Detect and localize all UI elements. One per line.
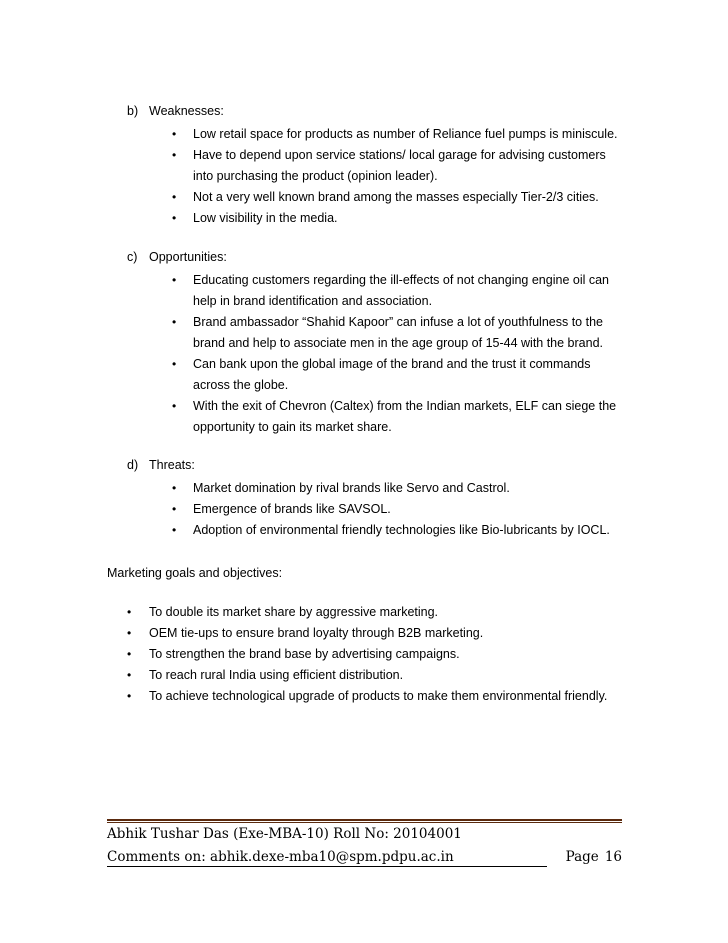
list-item-text: Educating customers regarding the ill-effects of not changing engine oil can help in brand identification and association. <box>193 273 609 308</box>
footer-author: Abhik Tushar Das (Exe-MBA-10) Roll No: 20104001 <box>107 826 462 842</box>
bullet-icon: • <box>172 211 177 225</box>
marketing-goals-heading: Marketing goals and objectives: <box>107 566 283 580</box>
goal-text: OEM tie-ups to ensure brand loyalty through B2B marketing. <box>149 626 484 640</box>
bullet-icon: • <box>172 502 177 516</box>
list-item-text: Not a very well known brand among the masses especially Tier-2/3 cities. <box>193 190 599 204</box>
bullet-icon: • <box>127 689 132 703</box>
footer-divider-thin <box>107 822 622 823</box>
bullet-icon: • <box>172 190 177 204</box>
goal-text: To achieve technological upgrade of products to make them environmental friendly. <box>149 689 608 703</box>
page-label: Page <box>565 849 599 865</box>
section-weaknesses-heading <box>127 104 224 118</box>
bullet-icon: • <box>127 668 132 682</box>
bullet-icon: • <box>127 605 132 619</box>
section-threats-heading <box>127 458 195 472</box>
bullet-icon: • <box>172 481 177 495</box>
bullet-icon: • <box>172 148 177 162</box>
list-item-text: With the exit of Chevron (Caltex) from the Indian markets, ELF can siege the opportunity to gain its market share. <box>193 399 617 434</box>
list-item-text: Adoption of environmental friendly technologies like Bio-lubricants by IOCL. <box>193 523 610 537</box>
footer-underline <box>107 866 547 867</box>
goal-text: To double its market share by aggressive marketing. <box>149 605 439 619</box>
bullet-icon: • <box>172 357 177 371</box>
page-number: 16 <box>604 849 622 865</box>
section-opportunities-heading <box>127 250 227 264</box>
list-item-text: Low retail space for products as number of Reliance fuel pumps is miniscule. <box>193 127 618 141</box>
bullet-icon: • <box>172 523 177 537</box>
section-marker: d) <box>127 458 139 472</box>
section-marker: c) <box>127 250 138 264</box>
list-item-text: Brand ambassador “Shahid Kapoor” can infuse a lot of youthfulness to the brand and help to associate men in the age group of 15-44 with the brand. <box>193 315 604 350</box>
bullet-icon: • <box>172 315 177 329</box>
list-item-text: Market domination by rival brands like Servo and Castrol. <box>193 481 510 495</box>
bullet-icon: • <box>127 626 132 640</box>
section-title: Opportunities: <box>149 250 227 264</box>
footer-comments: Comments on: abhik.dexe-mba10@spm.pdpu.ac.in <box>107 849 454 865</box>
section-marker: b) <box>127 104 139 118</box>
footer-divider <box>107 819 622 821</box>
footer-page-number <box>566 849 622 865</box>
bullet-icon: • <box>172 399 177 413</box>
list-item-text: Low visibility in the media. <box>193 211 338 225</box>
bullet-icon: • <box>127 647 132 661</box>
bullet-icon: • <box>172 273 177 287</box>
goal-text: To reach rural India using efficient distribution. <box>149 668 404 682</box>
list-item-text: Have to depend upon service stations/ local garage for advising customers into purchasing the product (opinion leader). <box>193 148 606 183</box>
goal-text: To strengthen the brand base by advertising campaigns. <box>149 647 460 661</box>
list-item-text: Can bank upon the global image of the brand and the trust it commands across the globe. <box>193 357 591 392</box>
section-title: Weaknesses: <box>149 104 224 118</box>
bullet-icon: • <box>172 127 177 141</box>
list-item-text: Emergence of brands like SAVSOL. <box>193 502 391 516</box>
section-title: Threats: <box>149 458 195 472</box>
